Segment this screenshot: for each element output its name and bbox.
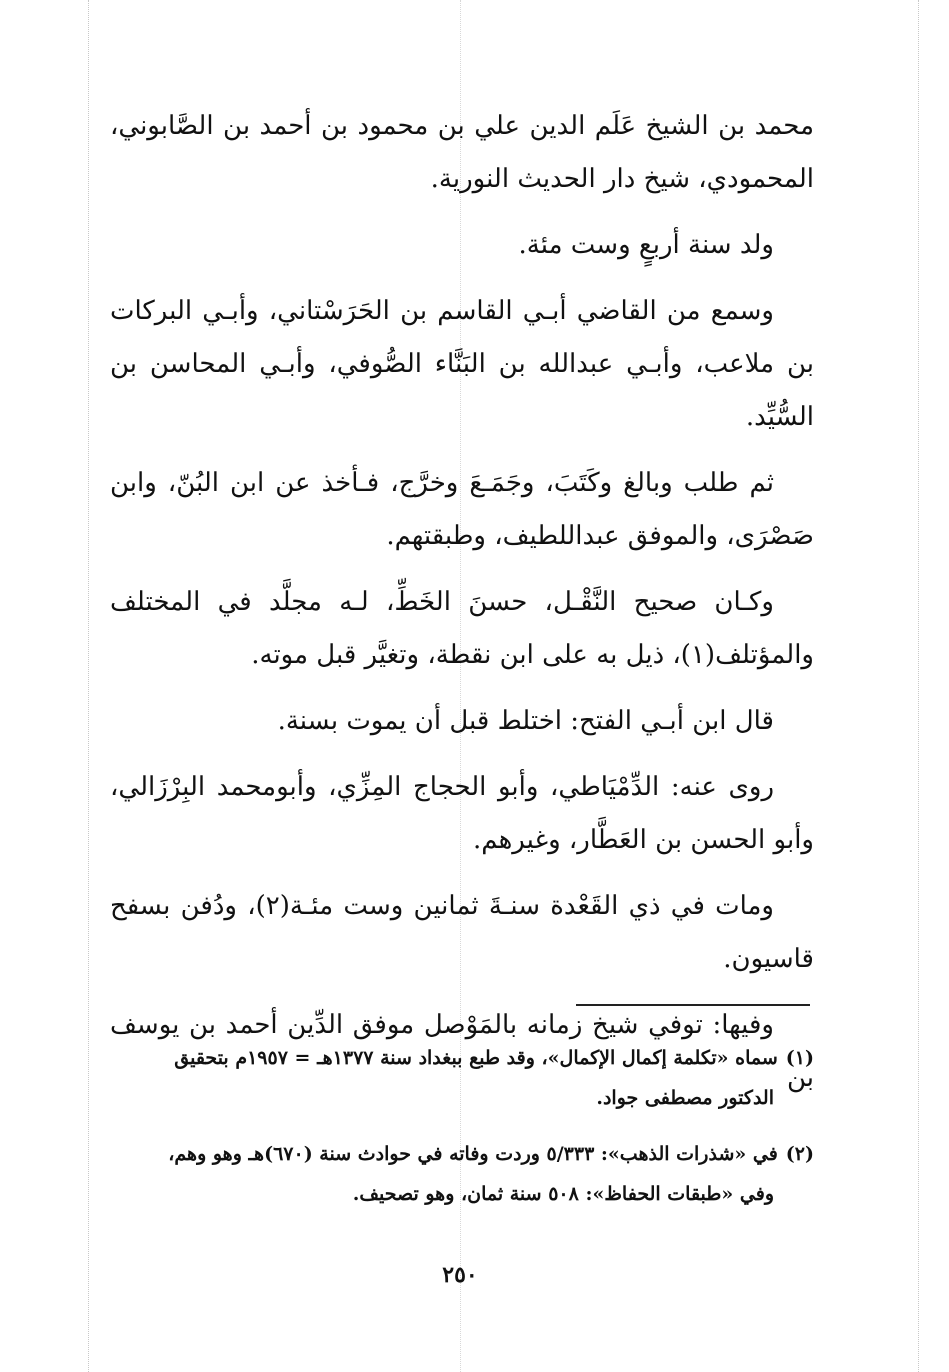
main-text <box>110 100 814 1118</box>
paragraph-1: محمد بن الشيخ عَلَم الدين علي بن محمود بن أحمد بن الصَّابوني، المحمودي، شيخ دار الحديث النورية. <box>110 111 814 194</box>
scan-guide-line <box>88 0 89 1372</box>
paragraph-2: ولد سنة أربعٍ وست مئة. <box>518 230 774 260</box>
footnote-number: (٢) <box>785 1143 814 1165</box>
paragraph-5: وكـان صحيح النَّقْـل، حسنَ الخَطِّ، لـه مجلَّد في المختلف والمؤتلف(١)، ذيل به على ابن نقطة، وتغيَّر قبل موته. <box>110 587 814 670</box>
footnotes <box>110 1038 814 1230</box>
paragraph-8: ومات في ذي القَعْدة سنـةَ ثمانين وست مئـة(٢)، ودُفن بسفح قاسيون. <box>110 891 814 974</box>
paragraph-6: قال ابن أبـي الفتح: اختلط قبل أن يموت بسنة. <box>277 706 774 736</box>
footnote-text-continuation: الدكتور مصطفى جواد. <box>596 1087 774 1109</box>
paragraph-4: ثم طلب وبالغ وكَتَبَ، وجَمَـعَ وخرَّج، فـأخذ عن ابن البُنّ، وابن صَصْرَى، والموفق عبداللطيف، وطبقتهم. <box>110 468 814 551</box>
footnote-separator <box>576 1004 810 1006</box>
footnote-text-continuation: وفي «طبقات الحفاظ»: ٥٠٨ سنة ثمان، وهو تصحيف. <box>352 1183 774 1205</box>
footnote-text: سماه «تكلمة إكمال الإكمال»، وقد طبع ببغداد سنة ١٣٧٧هـ = ١٩٥٧م بتحقيق <box>174 1047 778 1069</box>
footnote-1 <box>110 1038 814 1118</box>
paragraph-3: وسمع من القاضي أبـي القاسم بن الحَرَسْتاني، وأبـي البركات بن ملاعب، وأبـي عبدالله بن البَنَّاء الصُّوفي، وأبـي المحاسن بن السُّيِّد. <box>110 296 814 432</box>
paragraph-7: روى عنه: الدِّمْيَاطي، وأبو الحجاج المِزِّي، وأبومحمد البِرْزَالي، وأبو الحسن بن العَطَّار، وغيرهم. <box>110 772 814 855</box>
page-number: ٢٥٠ <box>442 1262 478 1288</box>
paragraph-9: وفيها: توفي شيخ زمانه بالمَوْصل موفق الدِّين أحمد بن يوسف بن <box>110 1010 814 1093</box>
footnote-text: في «شذرات الذهب»: ٥/٣٣٣ وردت وفاته في حوادث سنة (٦٧٠)هـ وهو وهم، <box>168 1143 778 1165</box>
footnote-number: (١) <box>785 1047 814 1069</box>
footnote-2 <box>110 1134 814 1214</box>
scan-guide-line <box>918 0 919 1372</box>
